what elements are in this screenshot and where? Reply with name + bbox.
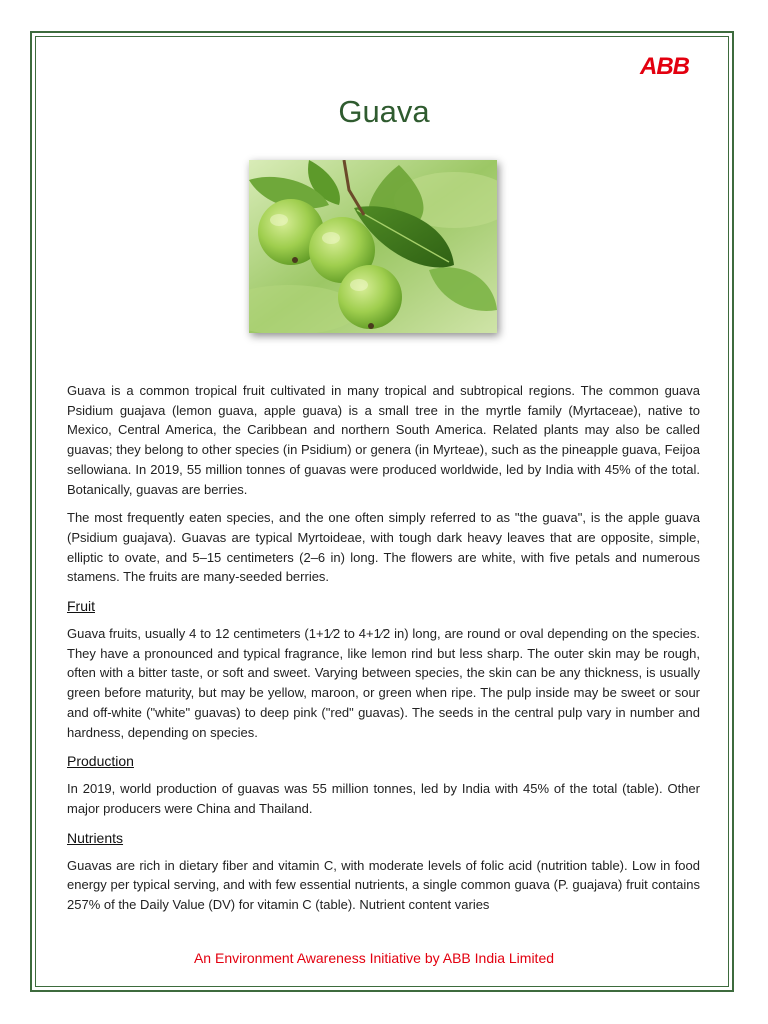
section-heading-production: Production [67, 753, 134, 770]
guava-illustration [249, 160, 497, 333]
section-text-fruit: Guava fruits, usually 4 to 12 centimeters (1+1⁄2 to 4+1⁄2 in) long, are round or oval depending on the species. They have a pronounced and typical fragrance, like lemon rind but less sharp. The outer skin may be rough, often with a bitter taste, or soft and sweet. Varying between species, the skin can be any thickness, is usually green before maturity, but may be yellow, maroon, or green when ripe. The pulp inside may be sweet or sour and off-white ("white" guavas) to deep pink ("red" guavas). The seeds in the central pulp vary in number and hardness, depending on species. [67, 626, 700, 740]
section-text-production: In 2019, world production of guavas was 55 million tonnes, led by India with 45% of the total (table). Other major producers were China and Thailand. [67, 781, 700, 816]
section-heading-fruit: Fruit [67, 598, 95, 615]
page-title: Guava [338, 94, 430, 129]
intro-paragraph-2: The most frequently eaten species, and the one often simply referred to as "the guava", is the apple guava (Psidium guajava). Guavas are typical Myrtoideae, with tough dark heavy leaves that are opposite, simple, elliptic to ovate, and 5–15 centimeters (2–6 in) long. The flowers are white, with five petals and numerous stamens. The fruits are many-seeded berries. [67, 510, 700, 585]
intro-paragraph-1: Guava is a common tropical fruit cultivated in many tropical and subtropical regions. The common guava Psidium guajava (lemon guava, apple guava) is a small tree in the myrtle family (Myrtaceae), native to Mexico, Central America, the Caribbean and northern South America. Related plants may also be called guavas; they belong to other species (in Psidium) or genera (in Myrteae), such as the pineapple guava, Feijoa sellowiana. In 2019, 55 million tonnes of guavas were produced worldwide, led by India with 45% of the total. Botanically, guavas are berries. [67, 383, 700, 497]
article-body [67, 381, 700, 926]
guava-photo [249, 160, 497, 333]
article-text-area [67, 381, 700, 926]
footer-initiative-text: An Environment Awareness Initiative by ABB India Limited [193, 950, 555, 966]
section-heading-nutrients: Nutrients [67, 829, 124, 846]
section-text-nutrients: Guavas are rich in dietary fiber and vitamin C, with moderate levels of folic acid (nutrition table). Low in food energy per typical serving, and with few essential nutrients, a single common guava (P. guajava) fruit contains 257% of the Daily Value (DV) for vitamin C (table). Nutrient content varies [67, 857, 700, 913]
abb-logo: ABB [640, 53, 689, 80]
